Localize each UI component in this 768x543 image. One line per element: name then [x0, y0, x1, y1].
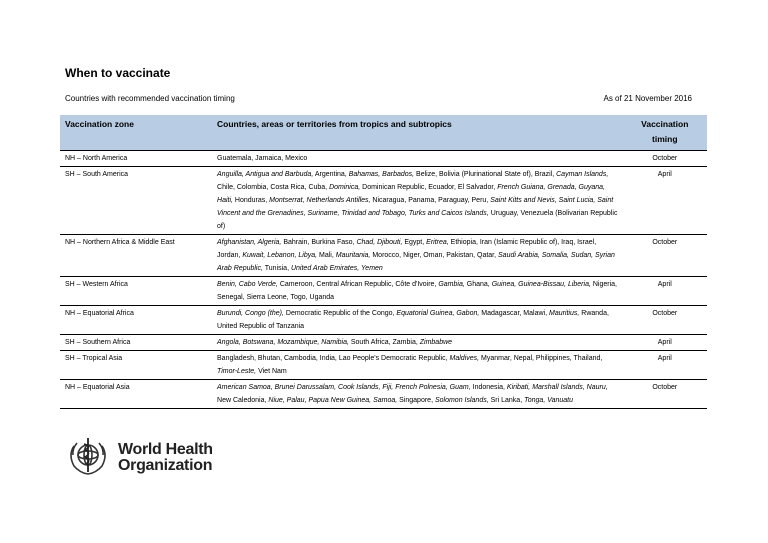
country-segment: Madagascar, Malawi,	[481, 310, 548, 317]
country-segment: Mauritius,	[548, 310, 580, 317]
timing-cell: October	[623, 306, 707, 335]
as-of-date: As of 21 November 2016	[603, 94, 692, 103]
country-segment: Egypt,	[404, 239, 425, 246]
country-segment: Eritrea,	[426, 239, 449, 246]
country-segment: Kuwait, Lebanon, Libya,	[242, 252, 318, 259]
countries-cell	[212, 335, 623, 351]
country-segment: Chad, Djibouti,	[356, 239, 403, 246]
country-segment: French Guiana, Grenada, Guyana, Haiti,	[217, 184, 605, 204]
country-segment: Belize, Bolivia (Plurinational State of), Brazil,	[416, 171, 555, 178]
country-segment: Burundi, Congo (the),	[217, 310, 284, 317]
country-segment: Democratic Republic of the Congo,	[285, 310, 395, 317]
timing-cell: April	[623, 277, 707, 306]
country-segment: Ghana,	[466, 281, 490, 288]
country-segment: Gambia,	[438, 281, 465, 288]
country-segment: South Africa, Zambia,	[350, 339, 418, 346]
zone-cell: NH – Northern Africa & Middle East	[60, 235, 212, 277]
country-segment: New Caledonia,	[217, 397, 267, 404]
country-segment: Nigeria, Senegal, Sierra Leone, Togo, Uganda	[217, 281, 617, 301]
country-segment: Dominica,	[329, 184, 361, 191]
country-segment: Ethiopia, Iran (Islamic Republic of), Iraq, Israel, Jordan,	[217, 239, 597, 259]
country-segment: Bangladesh, Bhutan, Cambodia, India, Lao People's Democratic Republic,	[217, 355, 448, 362]
country-segment: Benin, Cabo Verde,	[217, 281, 278, 288]
timing-cell: October	[623, 151, 707, 167]
country-segment: Cayman Islands,	[556, 171, 609, 178]
country-segment: Sri Lanka,	[490, 397, 523, 404]
table-row	[60, 277, 707, 306]
country-segment: Uruguay, Venezuela (Bolivarian Republic of)	[217, 210, 618, 230]
countries-cell	[212, 151, 623, 167]
page-title: When to vaccinate	[65, 66, 171, 80]
country-segment: Dominican Republic, Ecuador, El Salvador,	[362, 184, 496, 191]
country-segment: Morocco, Niger, Oman, Pakistan, Qatar,	[372, 252, 497, 259]
table-row	[60, 351, 707, 380]
country-segment: Indonesia,	[472, 384, 505, 391]
country-segment: Myanmar, Nepal, Philippines, Thailand,	[481, 355, 603, 362]
country-segment: Kiribati, Marshall Islands, Nauru,	[506, 384, 608, 391]
country-segment: Mali,	[319, 252, 334, 259]
zone-cell: SH – South America	[60, 167, 212, 235]
country-segment: Zimbabwe	[419, 339, 453, 346]
table-subtitle: Countries with recommended vaccination timing	[65, 94, 235, 103]
header-countries: Countries, areas or territories from tropics and subtropics	[212, 115, 623, 151]
timing-cell: October	[623, 380, 707, 409]
header-timing: Vaccination timing	[623, 115, 707, 151]
countries-cell	[212, 351, 623, 380]
table-row	[60, 306, 707, 335]
logo-line-1: World Health	[118, 440, 213, 458]
logo-text	[118, 442, 213, 474]
country-segment: American Samoa, Brunei Darussalam, Cook Islands, Fiji, French Polnesia, Guam,	[217, 384, 471, 391]
country-segment: Niue, Palau, Papua New Guinea, Samoa,	[268, 397, 398, 404]
header-zone: Vaccination zone	[60, 115, 212, 151]
country-segment: Guatemala, Jamaica, Mexico	[217, 155, 308, 162]
country-segment: Tunisia,	[264, 265, 290, 272]
table-row	[60, 335, 707, 351]
country-segment: Angola, Botswana, Mozambique, Namibia,	[217, 339, 349, 346]
country-segment: Singapore,	[399, 397, 434, 404]
country-segment: Bahamas, Barbados,	[348, 171, 415, 178]
table-row	[60, 235, 707, 277]
who-logo	[64, 432, 213, 483]
country-segment: Bahrain, Burkina Faso,	[283, 239, 355, 246]
country-segment: Argentina,	[314, 171, 347, 178]
countries-cell	[212, 235, 623, 277]
country-segment: Montserrat, Netherlands Antilles,	[269, 197, 371, 204]
who-emblem-icon	[64, 432, 112, 483]
country-segment: Guinea, Guinea-Bissau, Liberia,	[491, 281, 591, 288]
country-segment: Maldives,	[449, 355, 480, 362]
country-segment: Nicaragua, Panama, Paraguay, Peru,	[372, 197, 489, 204]
zone-cell: NH – Equatorial Asia	[60, 380, 212, 409]
country-segment: Saint Kitts and Nevis, Saint Lucia, Saint Vincent and the Grenadines, Suriname, Trinidad and Tobago, Turks and Caicos Islands,	[217, 197, 614, 217]
country-segment: Equatorial Guinea, Gabon,	[396, 310, 480, 317]
country-segment: Honduras,	[234, 197, 268, 204]
country-segment: Anguilla, Antigua and Barbuda,	[217, 171, 314, 178]
countries-cell	[212, 167, 623, 235]
zone-cell: NH – Equatorial Africa	[60, 306, 212, 335]
zone-cell: NH – North America	[60, 151, 212, 167]
timing-cell: April	[623, 351, 707, 380]
country-segment: Tonga, Vanuatu	[524, 397, 574, 404]
table-row	[60, 380, 707, 409]
zone-cell: SH – Southern Africa	[60, 335, 212, 351]
country-segment: Mauritania,	[335, 252, 371, 259]
countries-cell	[212, 380, 623, 409]
countries-cell	[212, 277, 623, 306]
timing-cell: April	[623, 335, 707, 351]
country-segment: Viet Nam	[258, 368, 287, 375]
country-segment: Timor-Leste,	[217, 368, 257, 375]
logo-line-2: Organization	[118, 456, 213, 474]
country-segment: Cameroon, Central African Republic, Côte d'Ivoire,	[279, 281, 437, 288]
vaccination-table	[60, 115, 707, 409]
countries-cell	[212, 306, 623, 335]
country-segment: Afghanistan, Algeria,	[217, 239, 282, 246]
table-row	[60, 151, 707, 167]
timing-cell: October	[623, 235, 707, 277]
country-segment: Solomon Islands,	[434, 397, 489, 404]
zone-cell: SH – Western Africa	[60, 277, 212, 306]
country-segment: Rwanda, United Republic of Tanzania	[217, 310, 609, 330]
table-body	[60, 151, 707, 409]
zone-cell: SH – Tropical Asia	[60, 351, 212, 380]
table-header-row	[60, 115, 707, 151]
table-row	[60, 167, 707, 235]
country-segment: Chile, Colombia, Costa Rica, Cuba,	[217, 184, 328, 191]
country-segment: United Arab Emirates, Yemen	[290, 265, 383, 272]
timing-cell: April	[623, 167, 707, 235]
country-segment: Saudi Arabia, Somalia, Sudan, Syrian Arab Republic,	[217, 252, 615, 272]
